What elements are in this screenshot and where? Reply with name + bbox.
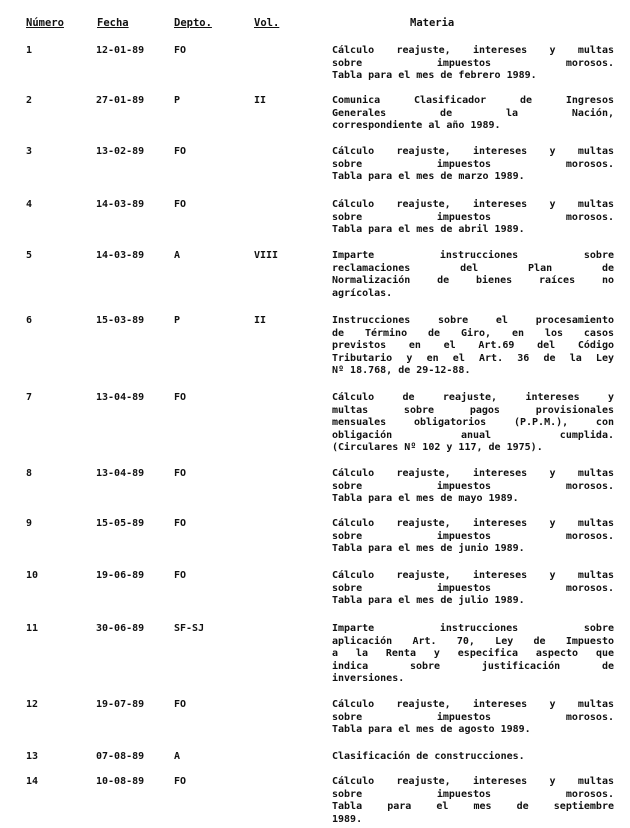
materia-line: previstos en el Art.69 del Código — [332, 340, 614, 351]
materia-line: Nº 18.768, de 29-12-88. — [332, 365, 471, 376]
materia-line: Tabla para el mes de junio 1989. — [332, 543, 525, 554]
row-fecha: 13-04-89 — [96, 468, 145, 479]
row-materia — [332, 468, 614, 506]
row-numero: 14 — [26, 776, 39, 787]
row-materia — [332, 776, 614, 826]
row-fecha: 15-03-89 — [96, 315, 145, 326]
header-fecha: Fecha — [97, 17, 129, 29]
materia-line: reclamaciones del Plan de — [332, 262, 614, 274]
row-vol: II — [254, 95, 267, 106]
materia-line: sobre impuestos morosos. — [332, 788, 614, 800]
row-materia — [332, 95, 614, 133]
row-numero: 13 — [26, 751, 39, 762]
row-fecha: 27-01-89 — [96, 95, 145, 106]
row-numero: 1 — [26, 45, 33, 56]
materia-line: Cálculo reajuste, intereses y multas — [332, 468, 614, 479]
header-vol: Vol. — [254, 17, 280, 29]
row-depto: SF-SJ — [174, 623, 205, 634]
row-materia — [332, 199, 614, 237]
header-materia: Materia — [410, 17, 455, 29]
row-depto: FO — [174, 392, 187, 403]
row-depto: FO — [174, 146, 187, 157]
materia-line: correspondiente al año 1989. — [332, 120, 501, 131]
row-materia — [332, 392, 614, 455]
materia-line: 1989. — [332, 813, 363, 825]
materia-line: Cálculo reajuste, intereses y multas — [332, 699, 614, 710]
materia-line: Tabla para el mes de febrero 1989. — [332, 70, 537, 81]
row-fecha: 19-07-89 — [96, 699, 145, 710]
row-depto: FO — [174, 570, 187, 581]
row-numero: 11 — [26, 623, 39, 634]
row-vol: VIII — [254, 250, 279, 261]
row-vol: II — [254, 315, 267, 326]
row-numero: 3 — [26, 146, 33, 157]
materia-line: Cálculo reajuste, intereses y multas — [332, 45, 614, 56]
row-materia — [332, 623, 614, 686]
materia-line: sobre impuestos morosos. — [332, 57, 614, 69]
materia-line: sobre impuestos morosos. — [332, 530, 614, 542]
materia-line: multas sobre pagos provisionales — [332, 404, 614, 416]
row-depto: FO — [174, 699, 187, 710]
materia-line: Tabla para el mes de julio 1989. — [332, 595, 525, 606]
row-materia — [332, 751, 614, 764]
materia-line: indica sobre justificación de — [332, 660, 614, 672]
row-fecha: 07-08-89 — [96, 751, 145, 762]
row-fecha: 13-04-89 — [96, 392, 145, 403]
row-numero: 9 — [26, 518, 33, 529]
materia-line: sobre impuestos morosos. — [332, 582, 614, 594]
materia-line: Generales de la Nación, — [332, 107, 614, 119]
materia-line: Cálculo reajuste, intereses y multas — [332, 570, 614, 581]
materia-line: Tabla para el mes de marzo 1989. — [332, 171, 525, 182]
row-depto: FO — [174, 518, 187, 529]
row-materia — [332, 146, 614, 184]
table-header — [0, 17, 630, 33]
row-numero: 12 — [26, 699, 39, 710]
materia-line: sobre impuestos morosos. — [332, 711, 614, 723]
row-fecha: 15-05-89 — [96, 518, 145, 529]
materia-line: Clasificación de construcciones. — [332, 751, 525, 762]
row-fecha: 12-01-89 — [96, 45, 145, 56]
materia-line: sobre impuestos morosos. — [332, 158, 614, 170]
materia-line: Imparte instrucciones sobre — [332, 623, 614, 634]
row-materia — [332, 315, 614, 378]
materia-line: Tributario y en el Art. 36 de la Ley — [332, 352, 614, 364]
materia-line: Tabla para el mes de mayo 1989. — [332, 493, 519, 504]
row-fecha: 10-08-89 — [96, 776, 145, 787]
materia-line: aplicación Art. 70, Ley de Impuesto — [332, 635, 614, 647]
materia-line: de Término de Giro, en los casos — [332, 327, 614, 339]
materia-line: a la Renta y especifica aspecto que — [332, 648, 614, 659]
materia-line: agrícolas. — [332, 287, 393, 299]
materia-line: Comunica Clasificador de Ingresos — [332, 95, 614, 106]
materia-line: Tabla para el mes de abril 1989. — [332, 224, 525, 235]
row-numero: 4 — [26, 199, 33, 210]
materia-line: Cálculo reajuste, intereses y multas — [332, 146, 614, 157]
materia-line: Cálculo de reajuste, intereses y — [332, 392, 614, 403]
row-materia — [332, 699, 614, 737]
row-numero: 8 — [26, 468, 33, 479]
row-fecha: 19-06-89 — [96, 570, 145, 581]
materia-line: Instrucciones sobre el procesamiento — [332, 315, 614, 326]
row-materia — [332, 250, 614, 300]
row-numero: 5 — [26, 250, 33, 261]
row-depto: FO — [174, 199, 187, 210]
header-numero: Número — [26, 17, 64, 29]
row-depto: FO — [174, 45, 187, 56]
materia-line: (Circulares Nº 102 y 117, de 1975). — [332, 442, 543, 453]
row-materia — [332, 45, 614, 83]
materia-line: Tabla para el mes de septiembre — [332, 801, 614, 812]
row-materia — [332, 570, 614, 608]
row-depto: A — [174, 751, 181, 762]
row-depto: P — [174, 95, 181, 106]
materia-line: Cálculo reajuste, intereses y multas — [332, 199, 614, 210]
row-numero: 10 — [26, 570, 39, 581]
row-depto: P — [174, 315, 181, 326]
header-depto: Depto. — [174, 17, 212, 29]
row-depto: FO — [174, 776, 187, 787]
materia-line: Normalización de bienes raíces no — [332, 275, 614, 286]
materia-line: mensuales obligatorios (P.P.M.), con — [332, 417, 614, 428]
row-fecha: 30-06-89 — [96, 623, 145, 634]
row-materia — [332, 518, 614, 556]
materia-line: sobre impuestos morosos. — [332, 211, 614, 223]
row-numero: 2 — [26, 95, 33, 106]
row-depto: A — [174, 250, 181, 261]
materia-line: sobre impuestos morosos. — [332, 480, 614, 492]
materia-line: Cálculo reajuste, intereses y multas — [332, 518, 614, 529]
materia-line: Cálculo reajuste, intereses y multas — [332, 776, 614, 787]
row-depto: FO — [174, 468, 187, 479]
materia-line: inversiones. — [332, 673, 405, 684]
row-numero: 6 — [26, 315, 33, 326]
materia-line: Imparte instrucciones sobre — [332, 250, 614, 261]
materia-line: obligación anual cumplida. — [332, 429, 614, 441]
row-numero: 7 — [26, 392, 33, 403]
row-fecha: 14-03-89 — [96, 250, 145, 261]
row-fecha: 13-02-89 — [96, 146, 145, 157]
row-fecha: 14-03-89 — [96, 199, 145, 210]
materia-line: Tabla para el mes de agosto 1989. — [332, 724, 531, 735]
